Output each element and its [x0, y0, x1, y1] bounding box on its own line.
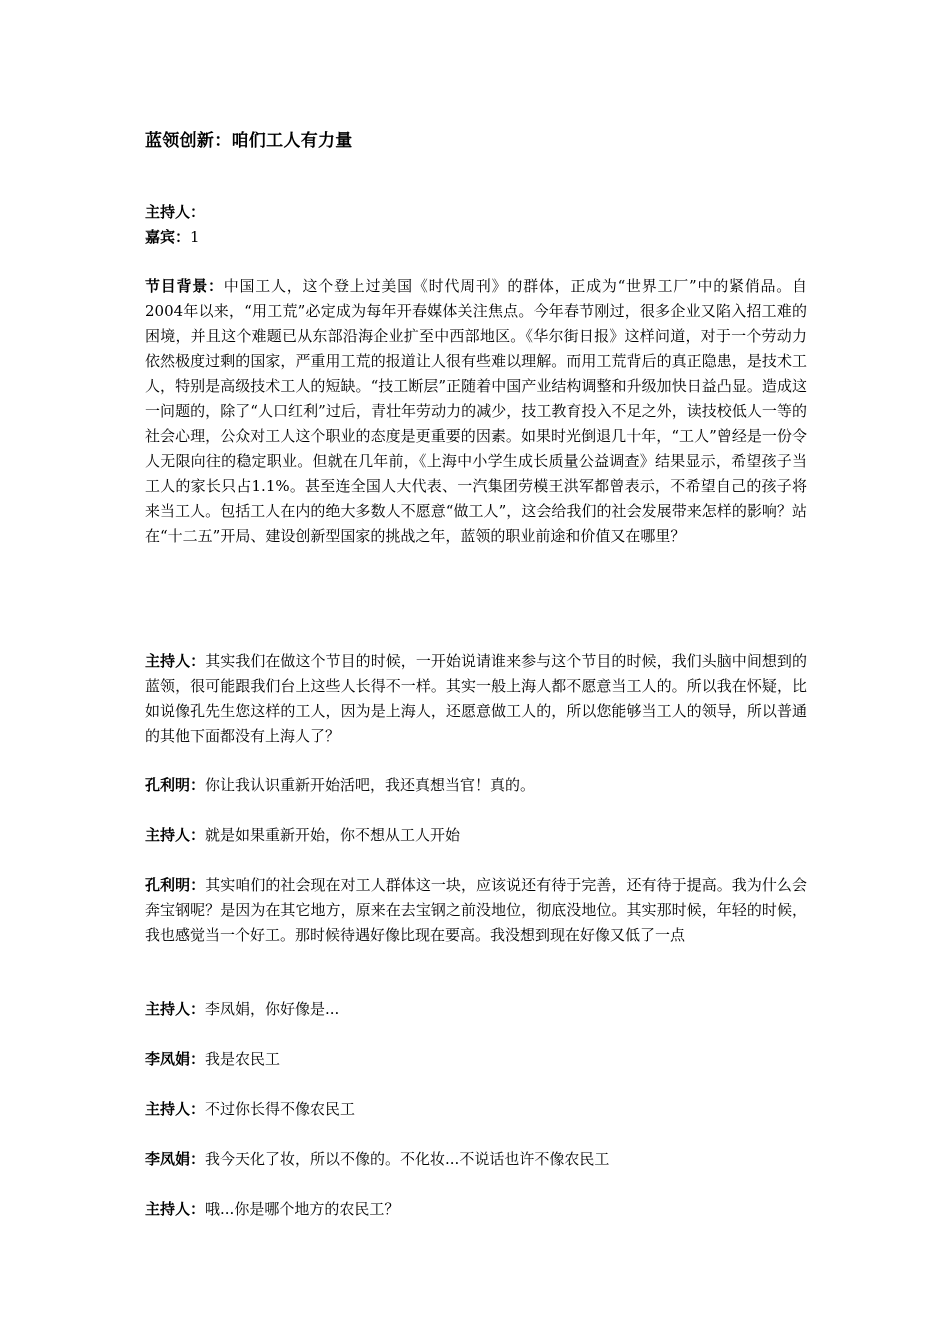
speaker-label: 主持人： — [145, 1200, 206, 1218]
dialogue-line — [145, 1097, 807, 1122]
speaker-label: 主持人： — [145, 652, 206, 670]
background-paragraph — [145, 274, 807, 549]
dialogue-line — [145, 1047, 807, 1072]
dialogue-line — [145, 997, 807, 1022]
background-text: 中国工人，这个登上过美国《时代周刊》的群体，正成为“世界工厂”中的紧俏品。自2004年以来，“用工荒”必定成为每年开春媒体关注焦点。今年春节刚过，很多企业又陷入招工难的困境，并且这个难题已从东部沿海企业扩至中西部地区。《华尔街日报》这样问道，对于一个劳动力依然极度过剩的国家，严重用工荒的报道让人很有些难以理解。而用工荒背后的真正隐患，是技术工人，特别是高级技术工人的短缺。“技工断层”正随着中国产业结构调整和升级加快日益凸显。造成这一问题的，除了“人口红利”过后，青壮年劳动力的减少，技工教育投入不足之外，读技校低人一等的社会心理，公众对工人这个职业的态度是更重要的因素。如果时光倒退几十年，“工人”曾经是一份令人无限向往的稳定职业。但就在几年前，《上海中小学生成长质量公益调查》结果显示，希望孩子当工人的家长只占1.1%。甚至连全国人大代表、一汽集团劳模王洪军都曾表示，不希望自己的孩子将来当工人。包括工人在内的绝大多数人不愿意“做工人”，这会给我们的社会发展带来怎样的影响？站在“十二五”开局、建设创新型国家的挑战之年，蓝领的职业前途和价值又在哪里？ — [145, 277, 807, 545]
meta-guest-label: 嘉宾： — [145, 228, 191, 246]
speech-text: 就是如果重新开始，你不想从工人开始 — [205, 826, 461, 844]
meta-host-label: 主持人： — [145, 203, 206, 221]
speaker-label: 李凤娟： — [145, 1150, 206, 1168]
speech-text: 李凤娟，你好像是... — [205, 1000, 340, 1018]
meta-block — [145, 200, 807, 250]
background-label: 节目背景： — [145, 277, 224, 295]
speaker-label: 主持人： — [145, 1100, 206, 1118]
document-title: 蓝领创新：咱们工人有力量 — [145, 131, 353, 151]
speech-text: 其实我们在做这个节目的时候，一开始说请谁来参与这个节目的时候，我们头脑中间想到的蓝领，很可能跟我们台上这些人长得不一样。其实一般上海人都不愿意当工人的。所以我在怀疑，比如说像孔先生您这样的工人，因为是上海人，还愿意做工人的，所以您能够当工人的领导，所以普通的其他下面都没有上海人了？ — [145, 652, 807, 745]
dialogue-line — [145, 649, 807, 749]
meta-host-line — [145, 200, 807, 225]
dialogue-line — [145, 1147, 807, 1172]
dialogue-line — [145, 1197, 807, 1222]
speaker-label: 主持人： — [145, 1000, 206, 1018]
speaker-label: 李凤娟： — [145, 1050, 206, 1068]
meta-guest-line — [145, 225, 807, 250]
speech-text: 哦...你是哪个地方的农民工？ — [205, 1200, 400, 1218]
dialogue-line — [145, 873, 807, 948]
dialogue-line — [145, 823, 807, 848]
speaker-label: 孔利明： — [145, 876, 206, 894]
speech-text: 不过你长得不像农民工 — [205, 1100, 356, 1118]
dialogue-line — [145, 773, 807, 798]
speaker-label: 孔利明： — [145, 776, 206, 794]
speech-text: 你让我认识重新开始活吧，我还真想当官！真的。 — [205, 776, 536, 794]
speech-text: 我今天化了妆，所以不像的。不化妆...不说话也许不像农民工 — [205, 1150, 610, 1168]
speaker-label: 主持人： — [145, 826, 206, 844]
speech-text: 我是农民工 — [205, 1050, 281, 1068]
meta-guest-value: 1 — [190, 228, 200, 246]
speech-text: 其实咱们的社会现在对工人群体这一块，应该说还有待于完善，还有待于提高。我为什么会奔宝钢呢？是因为在其它地方，原来在去宝钢之前没地位，彻底没地位。其实那时候，年轻的时候，我也感觉当一个好工。那时候待遇好像比现在要高。我没想到现在好像又低了一点 — [145, 876, 807, 944]
